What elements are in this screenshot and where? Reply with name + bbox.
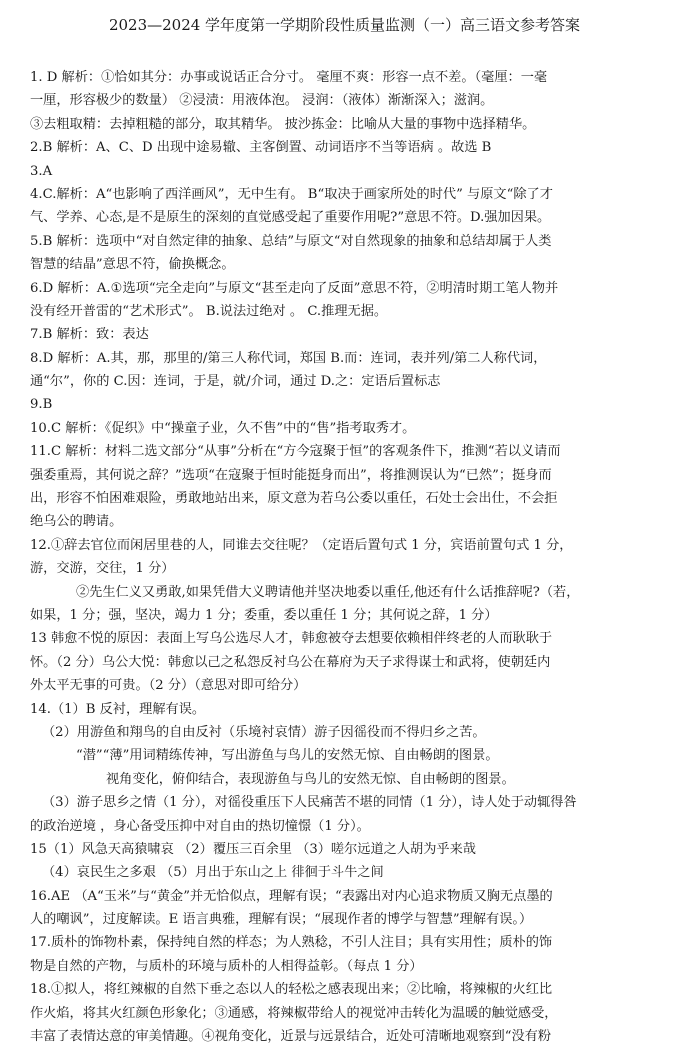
text-line: 强委重焉，其何说之辞？”选项“在寇聚于恒时能挺身而出”，将推测误认为“已然”；挺身而	[30, 467, 552, 483]
text-line: 17.质朴的饰物朴素，保持纯自然的样态；为人熟稔，不引人注目；具有实用性；质朴的饰	[30, 935, 553, 951]
text-line: 没有经开普雷的“艺术形式”。 B.说法过绝对 。 C.推理无据。	[30, 303, 388, 319]
text-line: 气、学养、心态,是不是原生的深刻的直觉感受起了重要作用呢?”意思不符。D.强加因果。	[30, 210, 551, 226]
text-line: 外太平无事的可贵。（2 分）（意思对即可给分）	[30, 678, 307, 694]
text-line: 16.AE （A“玉米”与“黄金”并无恰似点，理解有误；“表露出对内心追求物质又胸无点墨的	[30, 888, 553, 904]
text-line: 视角变化，俯仰结合，表现游鱼与鸟儿的安然无惊、自由畅朗的图景。	[106, 771, 515, 787]
text-line: 作火焰，将其火红颜色形象化；③通感，将辣椒带给人的视觉冲击转化为温暖的触觉感受，	[30, 1005, 558, 1021]
text-line: 12.①辞去官位而闲居里巷的人，同谁去交往呢？（定语后置句式 1 分，宾语前置句式 1 分，	[30, 537, 573, 553]
text-line: 丰富了表情达意的审美情趣。④视角变化，近景与远景结合，近处可清晰地观察到“没有粉	[30, 1029, 552, 1045]
text-line: 4.C.解析：A“也影响了西洋画风”，无中生有。 B“取决于画家所处的时代” 与原文“除了才	[30, 186, 553, 202]
text-line: 9.B	[30, 397, 53, 413]
text-line: 8.D 解析：A.其，那，那里的/第三人称代词，郑国 B.而：连词，表并列/第二人称代词，	[30, 350, 547, 366]
text-line: 14.（1）B 反衬，理解有误。	[30, 701, 206, 717]
text-line: 怀。（2 分）乌公大悦：韩愈以己之私怨反衬乌公在幕府为天子求得谋士和武将，使朝廷内	[30, 654, 551, 670]
document-title: 2023—2024 学年度第一学期阶段性质量监测（一）高三语文参考答案	[108, 16, 581, 34]
text-line: 绝乌公的聘请。	[30, 514, 123, 530]
text-line: 3.A	[30, 163, 53, 179]
text-line: 11.C 解析：材料二选文部分“从事”分析在“方今寇聚于恒”的客观条件下，推测“若以义请而	[30, 444, 561, 460]
text-line: 智慧的结晶”意思不符，偷换概念。	[30, 257, 235, 273]
text-line: “潜”“薄”用词精练传神，写出游鱼与鸟儿的安然无惊、自由畅朗的图景。	[76, 748, 499, 764]
text-line: 游，交游，交往，1 分）	[30, 561, 175, 577]
text-line: （3）游子思乡之情（1 分），对徭役重压下人民痛苦不堪的同情（1 分），诗人处于动辄得咎	[42, 795, 577, 811]
text-line: 5.B 解析：选项中“对自然定律的抽象、总结”与原文“对自然现象的抽象和总结却属于人类	[30, 233, 552, 249]
text-line: 15（1）风急天高猿啸哀 （2）覆压三百余里 （3）嗟尔远道之人胡为乎来哉	[30, 841, 476, 857]
text-line: 一厘，形容极少的数量） ②浸渍：用液体泡。 浸润：（液体）渐渐深入；滋润。	[30, 93, 494, 109]
text-line: 如果，1 分；强，坚决，竭力 1 分；委重，委以重任 1 分；其何说之辞，1 分）	[30, 607, 498, 623]
text-line: 18.①拟人，将红辣椒的自然下垂之态以人的轻松之感表现出来；②比喻，将辣椒的火红比	[30, 982, 553, 998]
text-line: ③去粗取精：去掉粗糙的部分，取其精华。 披沙拣金：比喻从大量的事物中选择精华。	[30, 116, 536, 132]
text-line: 1. D 解析：①恰如其分：办事或说话正合分寸。 毫厘不爽：形容一点不差。（毫厘：一毫	[30, 70, 548, 85]
text-line: 通“尔”，你的 C.因：连词，于是，就/介词，通过 D.之：定语后置标志	[30, 374, 441, 390]
text-line: 物是自然的产物，与质朴的环境与质朴的人相得益彰。（每点 1 分）	[30, 958, 423, 974]
text-line: 出，形容不怕困难艰险，勇敢地站出来，原文意为若乌公委以重任，石处士会出仕，不会拒	[30, 491, 558, 507]
text-line: 的政治逆境 ，身心备受压抑中对自由的热切憧憬（1 分）。	[30, 818, 370, 834]
text-line: ②先生仁义又勇敢,如果凭借大义聘请他并坚决地委以重任,他还有什么话推辞呢?（若，	[76, 584, 580, 600]
text-line: 13 韩愈不悦的原因：表面上写乌公选尽人才，韩愈被夺去想要依赖相伴终老的人而耿耿于	[30, 631, 553, 647]
text-line: （2）用游鱼和翔鸟的自由反衬（乐境衬哀情）游子因徭役而不得归乡之苦。	[42, 724, 486, 740]
text-line: 2.B 解析：A、C、D 出现中途易辙、主客倒置、动词语序不当等语病 。故选 B	[30, 140, 492, 156]
text-line: （4）哀民生之多艰 （5）月出于东山之上 徘徊于斗牛之间	[42, 865, 384, 881]
answer-body	[30, 66, 660, 1048]
text-line: 10.C 解析：《促织》中“操童子业，久不售”中的“售”指考取秀才。	[30, 420, 416, 436]
text-line: 人的嘲讽”，过度解读。E 语言典雅，理解有误；“展现作者的博学与智慧”理解有误。）	[30, 912, 533, 928]
text-line: 6.D 解析：A.①选项“完全走向”与原文“甚至走向了反面”意思不符，②明清时期工笔人物并	[30, 280, 559, 296]
text-line: 7.B 解析：致：表达	[30, 327, 149, 343]
